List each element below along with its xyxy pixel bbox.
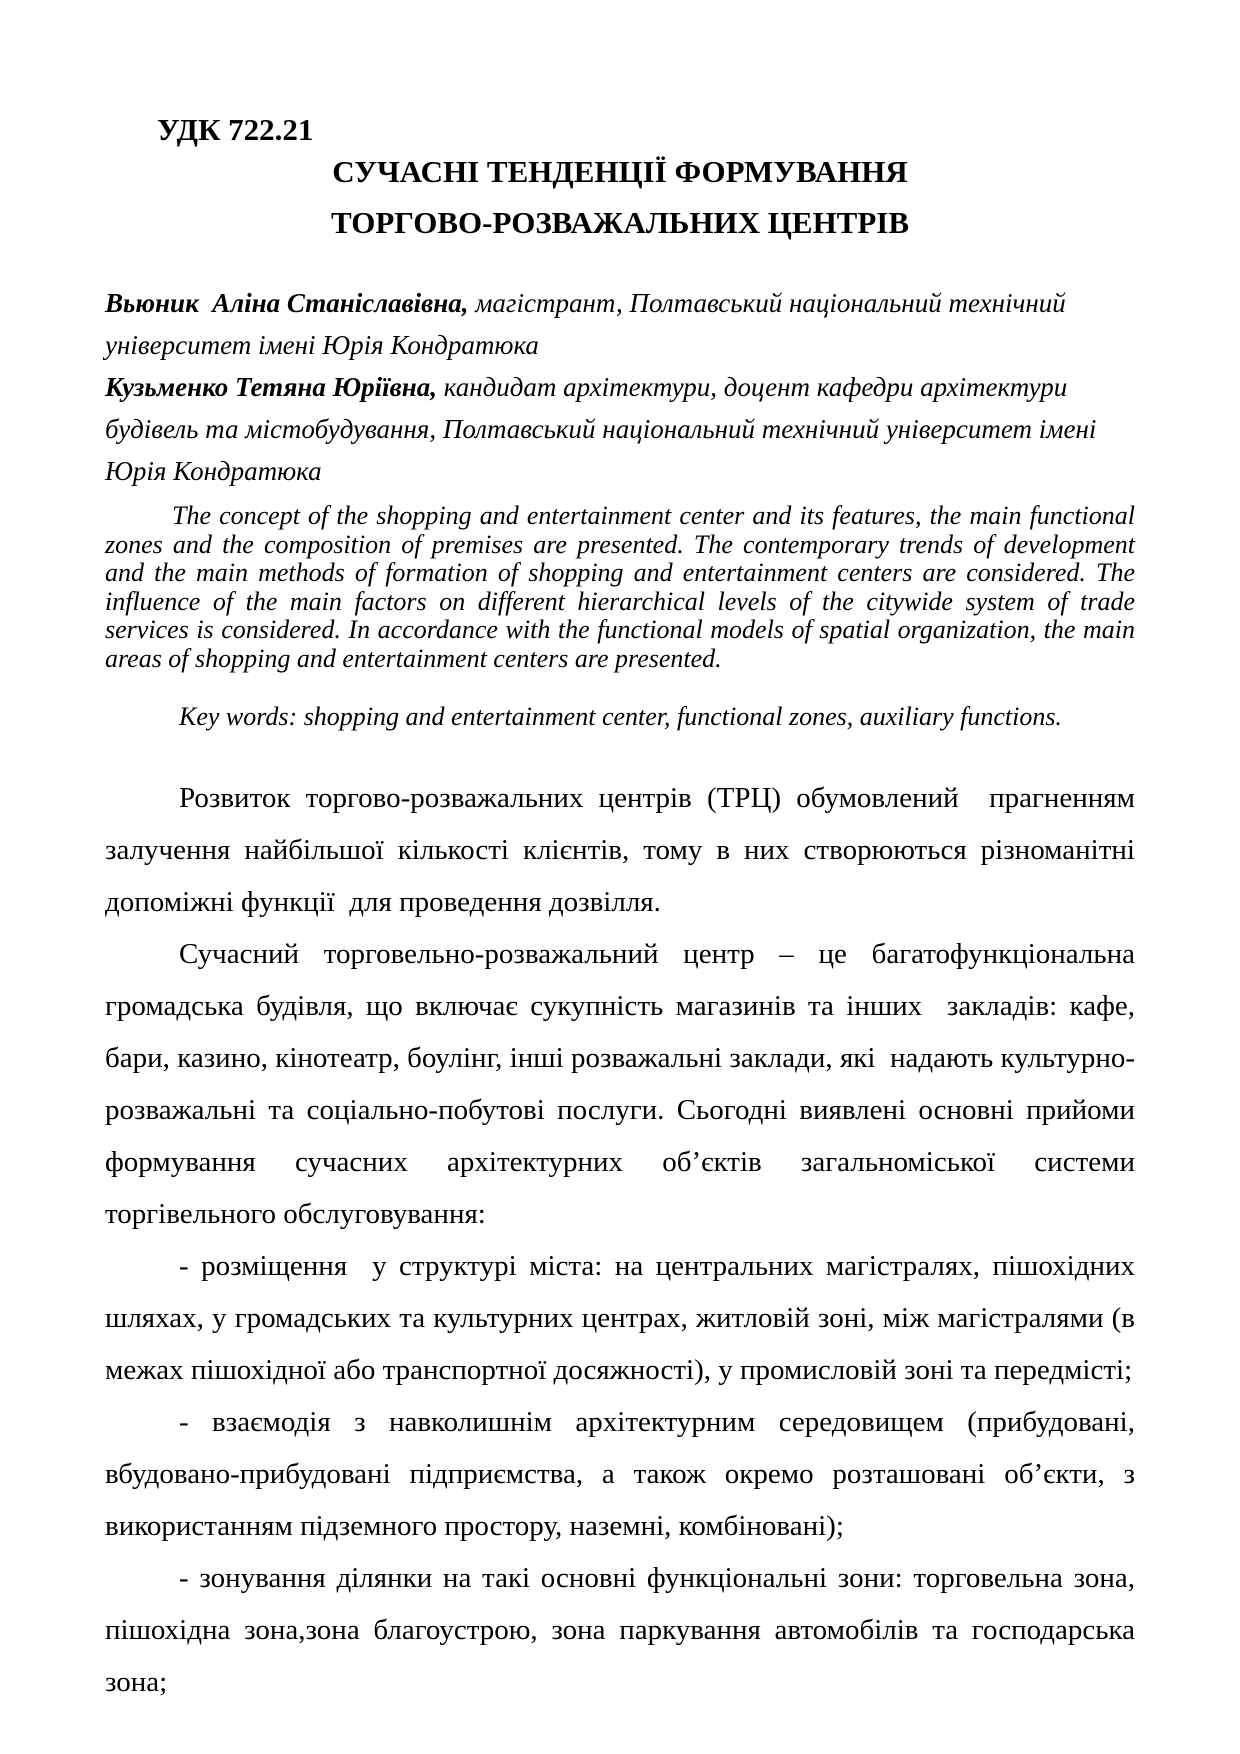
author-entry-1 bbox=[105, 282, 1135, 366]
article-body bbox=[105, 772, 1135, 1708]
author-2-details: кандидат архітектури, доцент кафедри архітектури будівель та містобудування, Полтавський національний технічний університет імені Юрія Кондратюка bbox=[105, 372, 1097, 486]
keywords-line: Key words: shopping and entertainment center, functional zones, auxiliary functions. bbox=[179, 702, 1062, 731]
page-content bbox=[105, 0, 1135, 1754]
body-paragraph-3: - розміщення у структурі міста: на центральних магістралях, пішохідних шляхах, у громадських та культурних центрах, житловій зоні, між магістралями (в межах пішохідної або транспортної досяжності), у промисловій зоні та передмісті; bbox=[105, 1250, 1135, 1386]
body-paragraph-5: - зонування ділянки на такі основні функціональні зони: торговельна зона, пішохідна зона,зона благоустрою, зона паркування автомобілів та господарська зона; bbox=[105, 1562, 1135, 1698]
article-title bbox=[105, 146, 1135, 248]
article-title-line-2: ТОРГОВО-РОЗВАЖАЛЬНИХ ЦЕНТРІВ bbox=[330, 205, 910, 240]
body-paragraph-4: - взаємодія з навколишнім архітектурним середовищем (прибудовані, вбудовано-прибудовані підприємства, а також окремо розташовані об’єкти, з використанням підземного простору, наземні, комбіновані); bbox=[105, 1406, 1135, 1542]
author-entry-2 bbox=[105, 366, 1135, 492]
author-2-name: Кузьменко Тетяна Юріївна, bbox=[105, 372, 437, 402]
abstract-text: The concept of the shopping and entertainment center and its features, the main functional zones and the composition of premises are presented. The contemporary trends of development and the main methods of formation of shopping and entertainment centers are considered. The influence of the main factors on different hierarchical levels of the citywide system of trade services is considered. In accordance with the functional models of spatial organization, the main areas of shopping and entertainment centers are presented. bbox=[105, 501, 1135, 673]
authors-block bbox=[105, 282, 1135, 492]
author-1-details: магістрант, Полтавський національний технічний університет імені Юрія Кондратюка bbox=[105, 288, 1066, 360]
body-paragraph-2: Сучасний торговельно-розважальний центр – це багатофункціональна громадська будівля, що включає сукупність магазинів та інших закладів: кафе, бари, казино, кінотеатр, боулінг, інші розважальні заклади, які надають культурно-розважальні та соціально-побутові послуги. Сьогодні виявлені основні прийоми формування сучасних архітектурних об’єктів загальноміської системи торгівельного обслуговування: bbox=[105, 938, 1135, 1230]
body-paragraph-1: Розвиток торгово-розважальних центрів (ТРЦ) обумовлений прагненням залучення найбільшої кількості клієнтів, тому в них створюються різноманітні допоміжні функції для проведення дозвілля. bbox=[105, 782, 1135, 918]
author-1-name: Вьюник Аліна Станіславівна, bbox=[105, 288, 469, 318]
article-title-line-1: СУЧАСНІ ТЕНДЕНЦІЇ ФОРМУВАННЯ bbox=[332, 154, 908, 189]
udc-code: УДК 722.21 bbox=[157, 112, 314, 147]
